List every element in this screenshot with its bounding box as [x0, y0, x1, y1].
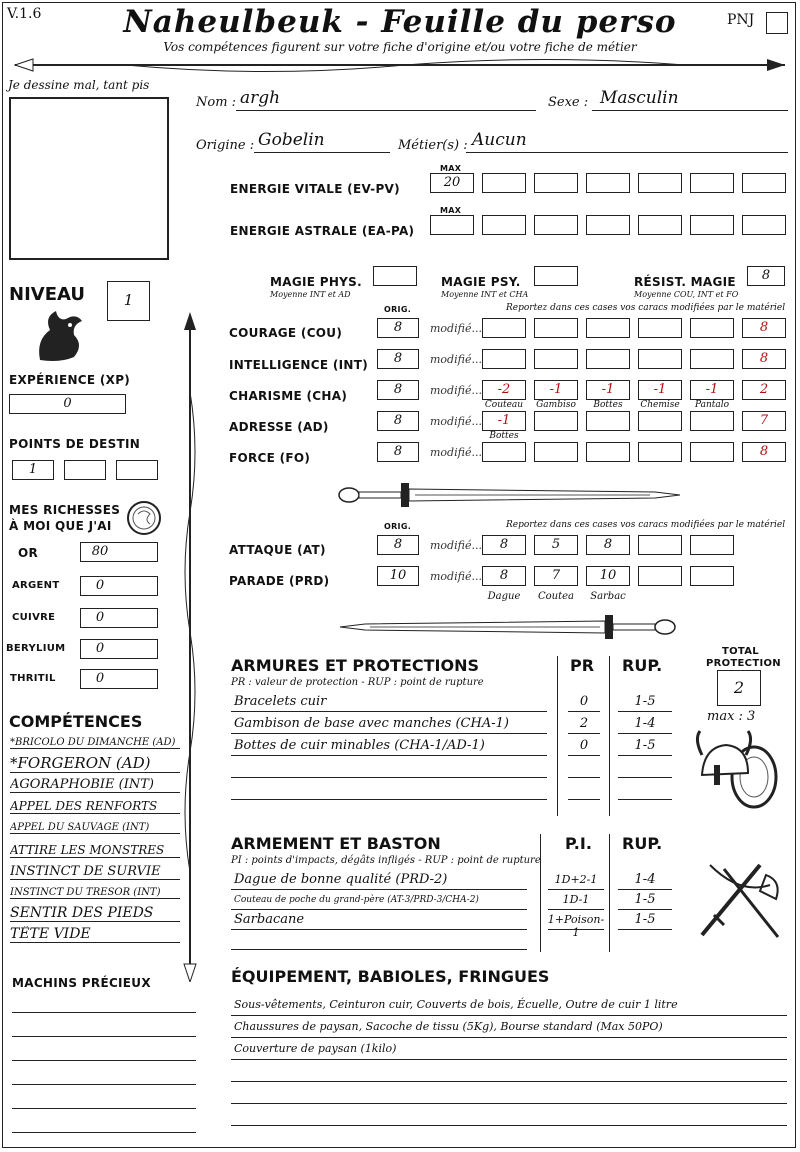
armor-pr[interactable]: 0: [579, 694, 589, 709]
treasure-line[interactable]: [12, 1036, 196, 1037]
armor-name[interactable]: Bottes de cuir minables (CHA-1/AD-1): [234, 738, 485, 753]
armor-rup-line: [618, 733, 672, 734]
stat-mod-value: -2: [497, 382, 511, 397]
stat-mod-box[interactable]: [586, 411, 630, 431]
treasure-line[interactable]: [12, 1132, 196, 1133]
version-label: V.1.6: [7, 6, 42, 22]
weapon-pi-line: [548, 909, 604, 910]
treasure-line[interactable]: [12, 1060, 196, 1061]
richesses-label-1: MES RICHESSES: [9, 503, 121, 517]
equipment-item[interactable]: Couverture de paysan (1kilo): [234, 1042, 397, 1055]
stat-modifie-label: modifié...: [430, 384, 482, 397]
sexe-value[interactable]: Masculin: [600, 88, 679, 108]
weapon-rup[interactable]: 1-5: [634, 912, 656, 927]
weapon-rup-line: [618, 929, 672, 930]
stat-mod-box[interactable]: [690, 349, 734, 369]
sword-icon: [335, 480, 685, 510]
ev-box[interactable]: [742, 173, 786, 193]
metier-label: Métier(s) :: [398, 138, 468, 153]
ea-box[interactable]: [742, 215, 786, 235]
skill-item[interactable]: SENTIR DES PIEDS: [10, 905, 180, 922]
stat-mod-note: Gambiso: [536, 400, 576, 410]
ev-label: ENERGIE VITALE (EV-PV): [230, 182, 400, 196]
stat-mod-box[interactable]: [482, 349, 526, 369]
stat-orig-value: 8: [393, 351, 403, 366]
skill-item[interactable]: APPEL DES RENFORTS: [10, 799, 180, 814]
armor-pr[interactable]: 0: [579, 738, 589, 753]
combat-modifie-label: modifié...: [430, 570, 482, 583]
ev-box[interactable]: [638, 173, 682, 193]
coin-icon: [126, 500, 162, 536]
stat-mod-value: -1: [653, 382, 667, 397]
combat-orig-value: 10: [389, 568, 407, 583]
spear-ornament-icon: [5, 54, 795, 76]
stat-modifie-label: modifié...: [430, 353, 482, 366]
armor-pr-line: [568, 799, 600, 800]
armor-pr-line: [568, 733, 600, 734]
weapon-row-line: [231, 889, 527, 890]
weapons-col-rup: RUP.: [622, 834, 663, 853]
berylium-label: BERYLIUM: [6, 643, 66, 654]
stat-final-value: 2: [759, 382, 769, 397]
pnj-checkbox[interactable]: [766, 12, 788, 34]
treasure-line[interactable]: [12, 1108, 196, 1109]
armement-title: ARMEMENT ET BASTON: [231, 834, 441, 853]
equipment-item[interactable]: Sous-vêtements, Ceinturon cuir, Couverts de bois, Écuelle, Outre de cuir 1 litre: [234, 998, 678, 1011]
total-protection-value: 2: [733, 678, 745, 697]
stat-final-value: 7: [759, 413, 769, 428]
ea-box[interactable]: [534, 215, 578, 235]
armor-rup[interactable]: 1-4: [634, 716, 656, 731]
magie-psy-label: MAGIE PSY.: [441, 275, 521, 289]
nom-line: [236, 110, 536, 111]
competences-title: COMPÉTENCES: [9, 712, 143, 731]
stats-note: Reportez dans ces cases vos caracs modifiées par le matériel: [506, 303, 786, 313]
combat-mod-value: 5: [551, 537, 561, 552]
stat-label-fo: FORCE (FO): [229, 451, 311, 465]
armor-rup-line: [618, 755, 672, 756]
nom-value[interactable]: argh: [240, 88, 281, 108]
dragon-icon: [30, 305, 88, 365]
stat-mod-note: Chemise: [640, 400, 680, 410]
armor-row-line: [231, 799, 547, 800]
vertical-spear-icon: [180, 312, 200, 982]
ea-label: ENERGIE ASTRALE (EA-PA): [230, 224, 415, 238]
magie-phys-note: Moyenne INT et AD: [270, 290, 351, 299]
weapons-divider: [609, 834, 610, 952]
stat-mod-value: -1: [601, 382, 615, 397]
armures-subtitle: PR : valeur de protection - RUP : point de rupture: [231, 677, 484, 688]
equipment-line[interactable]: [231, 1125, 787, 1126]
stat-mod-box[interactable]: [638, 411, 682, 431]
weapon-row-line: [231, 949, 527, 950]
stat-mod-box[interactable]: [534, 318, 578, 338]
stat-mod-box[interactable]: [638, 442, 682, 462]
ev-box[interactable]: [586, 173, 630, 193]
stat-mod-value: -1: [549, 382, 563, 397]
thritil-label: THRITIL: [10, 673, 56, 684]
armures-title: ARMURES ET PROTECTIONS: [231, 656, 479, 675]
ev-max-label: MAX: [440, 164, 462, 173]
armor-pr-line: [568, 755, 600, 756]
armor-pr[interactable]: 2: [579, 716, 589, 731]
equipment-line[interactable]: [231, 1015, 787, 1016]
ev-max-value: 20: [443, 175, 461, 190]
combat-modifie-label: modifié...: [430, 539, 482, 552]
stat-modifie-label: modifié...: [430, 415, 482, 428]
stat-orig-value: 8: [393, 320, 403, 335]
stat-orig-value: 8: [393, 413, 403, 428]
armor-rup-line: [618, 711, 672, 712]
armor-pr-line: [568, 777, 600, 778]
ea-box[interactable]: [586, 215, 630, 235]
combat-mod-value: 8: [499, 568, 509, 583]
ea-max-box[interactable]: [430, 215, 474, 235]
stat-orig-value: 8: [393, 444, 403, 459]
total-label-1: TOTAL: [722, 646, 759, 657]
skill-item[interactable]: *FORGERON (AD): [10, 754, 180, 773]
weapon-row-line: [231, 929, 527, 930]
argent-label: ARGENT: [12, 580, 60, 591]
weapons-col-pi: P.I.: [565, 834, 592, 853]
resist-magie-note: Moyenne COU, INT et FO: [634, 290, 739, 299]
xp-label: EXPÉRIENCE (XP): [9, 373, 131, 387]
treasure-line[interactable]: [12, 1012, 196, 1013]
combat-orig-label: ORIG.: [384, 522, 412, 531]
stat-mod-box[interactable]: [638, 318, 682, 338]
treasure-line[interactable]: [12, 1084, 196, 1085]
combat-mod-box[interactable]: [638, 566, 682, 586]
armor-row-line: [231, 733, 547, 734]
stat-mod-box[interactable]: [534, 411, 578, 431]
stat-mod-box[interactable]: [586, 442, 630, 462]
stat-label-ad: ADRESSE (AD): [229, 420, 329, 434]
stat-orig-value: 8: [393, 382, 403, 397]
stat-mod-note: Bottes: [593, 400, 623, 410]
equipment-line[interactable]: [231, 1147, 787, 1148]
skill-item[interactable]: APPEL DU SAUVAGE (INT): [10, 822, 180, 834]
combat-mod-value: 8: [499, 537, 509, 552]
weapon-row-line: [231, 909, 527, 910]
equipement-title: ÉQUIPEMENT, BABIOLES, FRINGUES: [231, 967, 550, 986]
equipment-item[interactable]: Chaussures de paysan, Sacoche de tissu (5Kg), Bourse standard (Max 50PO): [234, 1020, 663, 1033]
weapon-name[interactable]: Couteau de poche du grand-père (AT-3/PRD-3/CHA-2): [234, 895, 479, 905]
sheet-title: Naheulbeuk - Feuille du perso: [123, 4, 677, 40]
orig-label: ORIG.: [384, 305, 412, 314]
weapon-rup[interactable]: 1-4: [634, 872, 656, 887]
combat-mod-box[interactable]: [690, 566, 734, 586]
pnj-label: PNJ: [727, 12, 755, 28]
stat-mod-note: Couteau: [484, 400, 524, 410]
combat-mod-value: 10: [599, 568, 617, 583]
ea-box[interactable]: [482, 215, 526, 235]
stat-mod-box[interactable]: [534, 349, 578, 369]
thritil-value: 0: [95, 671, 105, 686]
armor-rup-line: [618, 777, 672, 778]
stat-modifie-label: modifié...: [430, 322, 482, 335]
attaque-label: ATTAQUE (AT): [229, 543, 326, 557]
stat-modifie-label: modifié...: [430, 446, 482, 459]
weapons-divider: [540, 834, 541, 952]
stat-label-cha: CHARISME (CHA): [229, 389, 348, 403]
stat-final-value: 8: [759, 444, 769, 459]
total-label-2: PROTECTION: [706, 658, 781, 669]
weapon-pi-line: [548, 929, 604, 930]
argent-value: 0: [95, 578, 105, 593]
skill-item[interactable]: INSTINCT DU TRESOR (INT): [10, 887, 180, 899]
nom-label: Nom :: [196, 95, 237, 110]
stat-mod-box[interactable]: [638, 349, 682, 369]
armor-row-line: [231, 777, 547, 778]
ev-box[interactable]: [690, 173, 734, 193]
resist-magie-value: 8: [761, 268, 771, 283]
armor-pr-line: [568, 711, 600, 712]
portrait-caption: Je dessine mal, tant pis: [8, 78, 150, 92]
skill-item[interactable]: TÊTE VIDE: [10, 926, 180, 943]
weapon-name[interactable]: Sarbacane: [234, 912, 305, 927]
stat-mod-box[interactable]: [586, 318, 630, 338]
combat-mod-box[interactable]: [638, 535, 682, 555]
magie-phys-box[interactable]: [373, 266, 417, 286]
niveau-label: NIVEAU: [9, 284, 85, 305]
destin-label: POINTS DE DESTIN: [9, 437, 141, 451]
origine-line: [254, 152, 390, 153]
metier-line: [466, 152, 788, 153]
destin-value: 1: [28, 462, 38, 477]
origine-value[interactable]: Gobelin: [258, 130, 325, 150]
or-label: OR: [18, 546, 39, 560]
combat-mod-box[interactable]: [690, 535, 734, 555]
equipment-line[interactable]: [231, 1037, 787, 1038]
sheet-subtitle: Vos compétences figurent sur votre fiche d'origine et/ou votre fiche de métier: [163, 40, 637, 54]
weapon-pi[interactable]: 1D+2-1: [554, 873, 598, 886]
sexe-line: [592, 110, 788, 111]
armor-row-line: [231, 711, 547, 712]
skill-item[interactable]: *BRICOLO DU DIMANCHE (AD): [10, 737, 180, 749]
armor-rup[interactable]: 1-5: [634, 694, 656, 709]
weapon-note: Coutea: [537, 591, 574, 602]
ea-max-label: MAX: [440, 206, 462, 215]
origine-label: Origine :: [196, 138, 255, 153]
max-protection: max : 3: [707, 709, 756, 724]
combat-mod-value: 8: [603, 537, 613, 552]
portrait-box[interactable]: [9, 97, 169, 260]
armor-row-line: [231, 755, 547, 756]
stat-mod-value: -1: [497, 413, 511, 428]
stat-mod-value: -1: [705, 382, 719, 397]
weapon-pi[interactable]: 1+Poison-1: [547, 913, 605, 939]
cuivre-value: 0: [95, 610, 105, 625]
skill-item[interactable]: ATTIRE LES MONSTRES: [10, 843, 180, 858]
equipment-line[interactable]: [231, 1081, 787, 1082]
or-value: 80: [91, 544, 109, 559]
stat-label-cou: COURAGE (COU): [229, 326, 343, 340]
weapon-note: Dague: [487, 591, 521, 602]
stat-final-value: 8: [759, 320, 769, 335]
weapon-rup[interactable]: 1-5: [634, 892, 656, 907]
magie-psy-box[interactable]: [534, 266, 578, 286]
stat-mod-box[interactable]: [586, 349, 630, 369]
armor-col-pr: PR: [570, 656, 595, 675]
ea-box[interactable]: [638, 215, 682, 235]
niveau-value: 1: [123, 291, 134, 309]
weapon-pi[interactable]: 1D-1: [562, 893, 590, 906]
berylium-value: 0: [95, 641, 105, 656]
stat-mod-note: Pantalo: [694, 400, 730, 410]
weapon-pi-line: [548, 889, 604, 890]
metier-value[interactable]: Aucun: [472, 130, 527, 150]
magie-phys-label: MAGIE PHYS.: [270, 275, 362, 289]
equipment-line[interactable]: [231, 1059, 787, 1060]
armor-col-rup: RUP.: [622, 656, 663, 675]
weapon-name[interactable]: Dague de bonne qualité (PRD-2): [234, 872, 448, 887]
resist-magie-label: RÉSIST. MAGIE: [634, 275, 736, 289]
armor-divider: [557, 656, 558, 816]
xp-value: 0: [63, 396, 72, 411]
ev-box[interactable]: [482, 173, 526, 193]
combat-note: Reportez dans ces cases vos caracs modifiées par le matériel: [506, 520, 786, 530]
armement-subtitle: PI : points d'impacts, dégâts infligés - RUP : point de rupture: [231, 855, 541, 866]
armor-rup[interactable]: 1-5: [634, 738, 656, 753]
skill-item[interactable]: AGORAPHOBIE (INT): [10, 777, 180, 793]
stat-mod-box[interactable]: [534, 442, 578, 462]
magie-psy-note: Moyenne INT et CHA: [441, 290, 529, 299]
stat-final-value: 8: [759, 351, 769, 366]
sexe-label: Sexe :: [548, 95, 589, 110]
equipment-line[interactable]: [231, 1103, 787, 1104]
stat-mod-box[interactable]: [690, 411, 734, 431]
stat-mod-box[interactable]: [690, 442, 734, 462]
armor-rup-line: [618, 799, 672, 800]
parade-label: PARADE (PRD): [229, 574, 330, 588]
weapon-rup-line: [618, 909, 672, 910]
weapon-rup-line: [618, 889, 672, 890]
machins-title: MACHINS PRÉCIEUX: [12, 976, 151, 990]
combat-orig-value: 8: [393, 537, 403, 552]
crossed-weapons-icon: [690, 855, 790, 945]
weapon-note: Sarbac: [590, 591, 626, 602]
armor-divider: [609, 656, 610, 816]
cuivre-label: CUIVRE: [12, 612, 56, 623]
sword-icon: [335, 612, 685, 642]
skill-item[interactable]: INSTINCT DE SURVIE: [10, 864, 180, 880]
ev-box[interactable]: [534, 173, 578, 193]
combat-mod-value: 7: [551, 568, 561, 583]
richesses-label-2: À MOI QUE J'AI: [9, 519, 112, 533]
stat-mod-box[interactable]: [690, 318, 734, 338]
armor-name[interactable]: Gambison de base avec manches (CHA-1): [234, 716, 509, 731]
armor-name[interactable]: Bracelets cuir: [234, 694, 327, 709]
helmet-shield-icon: [692, 725, 782, 815]
stat-mod-box[interactable]: [482, 318, 526, 338]
ea-box[interactable]: [690, 215, 734, 235]
destin-box[interactable]: [64, 460, 106, 480]
stat-mod-note: Bottes: [489, 431, 519, 441]
stat-mod-box[interactable]: [482, 442, 526, 462]
stat-label-int: INTELLIGENCE (INT): [229, 358, 368, 372]
destin-box[interactable]: [116, 460, 158, 480]
